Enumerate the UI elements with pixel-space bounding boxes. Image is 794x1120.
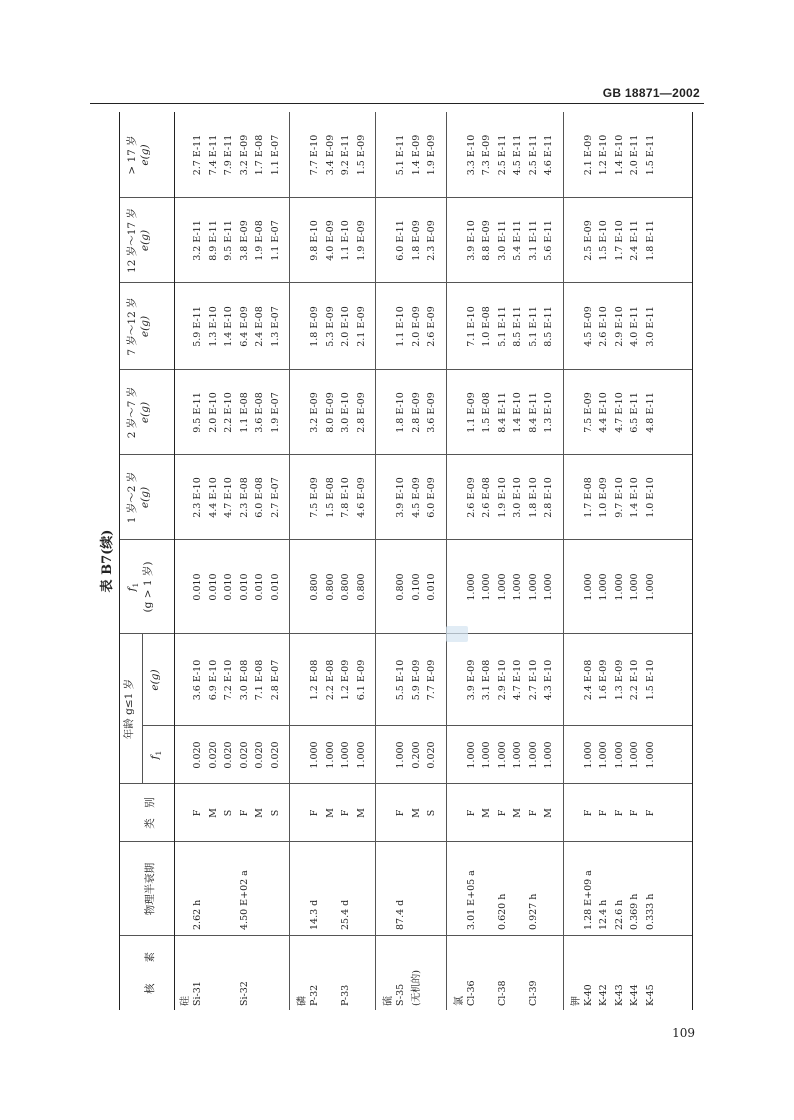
cell-e-12-17: 8.9 E-11 xyxy=(207,220,219,261)
cell-e-1-2: 1.9 E-10 xyxy=(496,477,508,518)
cell-e-7-12: 1.8 E-09 xyxy=(309,306,320,347)
header-age-2-7-label: 2 岁～7 岁 xyxy=(126,386,138,439)
cell-e-17: 1.4 E-10 xyxy=(613,134,625,176)
cell-nuclide: K-44 xyxy=(629,984,640,1006)
cell-e-2-7: 4.4 E-10 xyxy=(598,392,609,433)
header-age-7-12-e: e(g) xyxy=(139,315,151,338)
cell-e-17: 7.7 E-10 xyxy=(309,134,320,176)
cell-e-17: 2.5 E-11 xyxy=(496,134,508,176)
cell-e-infant: 2.9 E-10 xyxy=(496,659,508,701)
cell-e-17: 1.9 E-09 xyxy=(426,134,437,176)
header-age-12-17-e: e(g) xyxy=(139,229,151,252)
cell-e-7-12: 2.0 E-09 xyxy=(410,306,422,347)
cell-e-infant: 1.3 E-09 xyxy=(613,659,625,701)
cell-e-2-7: 3.6 E-09 xyxy=(426,392,437,433)
rotated-table-container xyxy=(97,112,693,1010)
cell-e-infant: 1.6 E-09 xyxy=(598,659,609,701)
cell-type: S xyxy=(269,809,281,817)
cell-e-2-7: 2.0 E-10 xyxy=(207,392,219,433)
cell-e-12-17: 3.9 E-10 xyxy=(465,220,477,261)
cell-e-17: 7.4 E-11 xyxy=(207,134,219,176)
cell-type: M xyxy=(410,808,422,818)
cell-e-7-12: 8.5 E-11 xyxy=(512,306,523,347)
cell-e-7-12: 2.6 E-10 xyxy=(598,306,609,347)
cell-e-7-12: 6.4 E-09 xyxy=(238,306,250,347)
cell-f1-infant: 1.000 xyxy=(629,741,640,769)
cell-f1-infant: 1.000 xyxy=(324,741,336,769)
header-age-7-12-label: 7 岁～12 岁 xyxy=(126,297,138,356)
cell-type: F xyxy=(192,809,203,817)
cell-e-2-7: 1.1 E-08 xyxy=(238,392,250,433)
cell-e-7-12: 1.4 E-10 xyxy=(223,306,234,347)
cell-nuclide: K-45 xyxy=(644,984,656,1006)
cell-e-17: 2.7 E-11 xyxy=(192,134,203,176)
cell-e-12-17: 1.8 E-11 xyxy=(644,220,656,261)
cell-half-life: 4.50 E+02 a xyxy=(238,870,250,930)
cell-f1-infant: 0.020 xyxy=(269,741,281,769)
cell-e-12-17: 4.0 E-09 xyxy=(324,220,336,261)
cell-e-7-12: 2.9 E-10 xyxy=(613,306,625,347)
cell-f1: 1.000 xyxy=(543,573,554,601)
column-divider xyxy=(120,369,692,370)
cell-f1-infant: 1.000 xyxy=(355,741,367,769)
cell-e-7-12: 2.6 E-09 xyxy=(426,306,437,347)
cell-e-17: 2.0 E-11 xyxy=(629,134,640,176)
header-half-life: 物理半衰期 xyxy=(144,862,156,916)
cell-nuclide: (无机的) xyxy=(410,970,422,1006)
cell-e-infant: 2.2 E-08 xyxy=(324,659,336,701)
group-element-label: 磷 xyxy=(297,996,308,1006)
cell-nuclide: Cl-38 xyxy=(496,980,508,1006)
cell-e-2-7: 1.9 E-07 xyxy=(269,392,281,433)
cell-nuclide: Si-31 xyxy=(192,981,203,1006)
watermark-logo xyxy=(446,626,468,642)
header-age-infant: 年龄 g≤1 岁 xyxy=(123,678,135,740)
group-element-label: 硫 xyxy=(383,996,394,1006)
cell-f1: 0.800 xyxy=(309,573,320,601)
cell-e-2-7: 1.8 E-10 xyxy=(395,392,406,433)
header-f1-older-symbol: f xyxy=(126,587,138,592)
group-divider xyxy=(563,112,564,1010)
cell-e-1-2: 3.0 E-10 xyxy=(512,477,523,518)
cell-f1-infant: 1.000 xyxy=(395,741,406,769)
cell-nuclide: P-33 xyxy=(340,984,351,1006)
cell-e-2-7: 9.5 E-11 xyxy=(192,392,203,433)
cell-e-2-7: 8.4 E-11 xyxy=(527,392,539,433)
cell-e-infant: 1.2 E-09 xyxy=(340,659,351,701)
cell-e-1-2: 2.7 E-07 xyxy=(269,477,281,518)
cell-f1-infant: 0.020 xyxy=(223,741,234,769)
header-f1-older xyxy=(126,540,155,634)
column-divider xyxy=(120,282,692,283)
cell-e-1-2: 4.7 E-10 xyxy=(223,477,234,518)
column-divider xyxy=(142,725,692,726)
header-rule xyxy=(90,103,704,104)
cell-f1: 1.000 xyxy=(629,573,640,601)
cell-e-infant: 2.8 E-07 xyxy=(269,659,281,701)
cell-nuclide: K-43 xyxy=(613,984,625,1006)
cell-e-7-12: 2.4 E-08 xyxy=(254,306,265,347)
cell-nuclide: K-40 xyxy=(582,984,594,1006)
header-age-17-e: e(g) xyxy=(139,144,151,166)
cell-half-life: 2.62 h xyxy=(192,899,203,930)
cell-half-life: 87.4 d xyxy=(395,899,406,930)
cell-type: F xyxy=(527,809,539,817)
cell-e-12-17: 1.1 E-10 xyxy=(340,220,351,261)
cell-nuclide: Cl-39 xyxy=(527,980,539,1006)
column-divider xyxy=(120,197,692,198)
cell-f1-infant: 0.020 xyxy=(207,741,219,769)
cell-type: F xyxy=(644,809,656,817)
cell-e-infant: 3.6 E-10 xyxy=(192,659,203,701)
cell-e-2-7: 1.5 E-08 xyxy=(481,392,492,433)
header-age-1-2-e: e(g) xyxy=(139,486,151,509)
cell-e-1-2: 2.3 E-08 xyxy=(238,477,250,518)
cell-f1-infant: 1.000 xyxy=(309,741,320,769)
standard-code: GB 18871—2002 xyxy=(602,86,700,100)
cell-type: F xyxy=(629,809,640,817)
cell-f1: 0.010 xyxy=(254,573,265,601)
cell-e-7-12: 2.0 E-10 xyxy=(340,306,351,347)
header-age-2-7-e: e(g) xyxy=(139,401,151,424)
cell-f1: 1.000 xyxy=(512,573,523,601)
cell-e-17: 1.1 E-07 xyxy=(269,134,281,176)
cell-e-12-17: 9.8 E-10 xyxy=(309,220,320,261)
cell-f1: 1.000 xyxy=(598,573,609,601)
cell-e-2-7: 2.8 E-09 xyxy=(355,392,367,433)
cell-half-life: 12.4 h xyxy=(598,899,609,930)
cell-e-17: 5.1 E-11 xyxy=(395,134,406,176)
cell-type: F xyxy=(598,809,609,817)
cell-e-7-12: 5.9 E-11 xyxy=(192,306,203,347)
group-divider xyxy=(375,112,376,1010)
header-f1-infant-symbol: f xyxy=(149,755,161,760)
cell-e-1-2: 1.0 E-10 xyxy=(644,477,656,518)
cell-f1: 1.000 xyxy=(613,573,625,601)
cell-type: M xyxy=(512,808,523,818)
cell-e-1-2: 2.8 E-10 xyxy=(543,477,554,518)
cell-e-infant: 5.5 E-10 xyxy=(395,659,406,701)
cell-e-12-17: 3.8 E-09 xyxy=(238,220,250,261)
cell-e-infant: 5.9 E-09 xyxy=(410,659,422,701)
cell-f1: 1.000 xyxy=(644,573,656,601)
cell-f1-infant: 1.000 xyxy=(598,741,609,769)
cell-nuclide: Cl-36 xyxy=(465,980,477,1006)
cell-type: F xyxy=(238,809,250,817)
header-age-1-2-label: 1 岁～2 岁 xyxy=(126,471,138,524)
cell-nuclide: S-35 xyxy=(395,983,406,1006)
cell-e-17: 7.9 E-11 xyxy=(223,134,234,176)
data-table xyxy=(119,112,693,1010)
cell-e-2-7: 4.8 E-11 xyxy=(644,392,656,433)
cell-e-1-2: 1.5 E-08 xyxy=(324,477,336,518)
cell-f1-infant: 0.020 xyxy=(238,741,250,769)
header-age-12-17 xyxy=(126,198,152,283)
cell-e-1-2: 2.6 E-09 xyxy=(465,477,477,518)
cell-e-2-7: 3.2 E-09 xyxy=(309,392,320,433)
cell-e-17: 1.4 E-09 xyxy=(410,134,422,176)
cell-f1: 0.800 xyxy=(355,573,367,601)
header-type: 类 别 xyxy=(144,797,156,829)
cell-type: M xyxy=(324,808,336,818)
header-nuclide: 核 素 xyxy=(144,952,156,994)
cell-half-life: 3.01 E+05 a xyxy=(465,870,477,930)
column-divider xyxy=(120,935,692,936)
cell-e-2-7: 7.5 E-09 xyxy=(582,392,594,433)
cell-e-1-2: 1.7 E-08 xyxy=(582,477,594,518)
cell-e-infant: 1.5 E-10 xyxy=(644,659,656,701)
cell-e-1-2: 4.4 E-10 xyxy=(207,477,219,518)
cell-e-7-12: 3.0 E-11 xyxy=(644,306,656,347)
cell-e-infant: 1.2 E-08 xyxy=(309,659,320,701)
cell-e-infant: 3.0 E-08 xyxy=(238,659,250,701)
cell-type: F xyxy=(613,809,625,817)
cell-e-17: 1.7 E-08 xyxy=(254,134,265,176)
group-element-label: 氯 xyxy=(453,996,465,1006)
cell-e-12-17: 2.4 E-11 xyxy=(629,220,640,261)
cell-e-7-12: 4.5 E-09 xyxy=(582,306,594,347)
cell-e-17: 9.2 E-11 xyxy=(340,134,351,176)
cell-e-2-7: 6.5 E-11 xyxy=(629,392,640,433)
cell-f1: 1.000 xyxy=(582,573,594,601)
cell-e-infant: 4.7 E-10 xyxy=(512,659,523,701)
header-age-12-17-label: 12 岁～17 岁 xyxy=(126,208,138,273)
cell-type: M xyxy=(355,808,367,818)
cell-f1: 0.010 xyxy=(207,573,219,601)
cell-e-1-2: 4.5 E-09 xyxy=(410,477,422,518)
cell-f1-infant: 0.020 xyxy=(192,741,203,769)
cell-f1: 1.000 xyxy=(496,573,508,601)
cell-f1-infant: 1.000 xyxy=(465,741,477,769)
cell-f1-infant: 0.020 xyxy=(254,741,265,769)
header-age-17-label: > 17 岁 xyxy=(126,135,138,175)
cell-type: M xyxy=(481,808,492,818)
cell-f1: 0.800 xyxy=(340,573,351,601)
cell-f1: 0.800 xyxy=(395,573,406,601)
cell-type: S xyxy=(223,809,234,817)
cell-f1: 0.010 xyxy=(192,573,203,601)
cell-e-2-7: 8.4 E-11 xyxy=(496,392,508,433)
cell-e-1-2: 6.0 E-09 xyxy=(426,477,437,518)
group-divider xyxy=(446,112,447,1010)
cell-e-1-2: 1.4 E-10 xyxy=(629,477,640,518)
cell-e-2-7: 1.3 E-10 xyxy=(543,392,554,433)
cell-e-infant: 4.3 E-10 xyxy=(543,659,554,701)
cell-e-12-17: 5.6 E-11 xyxy=(543,220,554,261)
cell-e-1-2: 1.8 E-10 xyxy=(527,477,539,518)
cell-f1-infant: 0.020 xyxy=(426,741,437,769)
cell-e-17: 3.3 E-10 xyxy=(465,134,477,176)
cell-e-12-17: 9.5 E-11 xyxy=(223,220,234,261)
header-subdivider xyxy=(142,634,143,784)
cell-e-7-12: 4.0 E-11 xyxy=(629,306,640,347)
cell-e-infant: 2.2 E-10 xyxy=(629,659,640,701)
cell-e-2-7: 2.2 E-10 xyxy=(223,392,234,433)
header-e-infant-text: e(g) xyxy=(149,669,161,691)
cell-e-2-7: 3.0 E-10 xyxy=(340,392,351,433)
column-divider xyxy=(120,633,692,634)
cell-e-7-12: 7.1 E-10 xyxy=(465,306,477,347)
group-element-label: 硅 xyxy=(180,996,191,1006)
cell-f1: 0.010 xyxy=(269,573,281,601)
cell-e-infant: 2.7 E-10 xyxy=(527,659,539,701)
cell-e-1-2: 9.7 E-10 xyxy=(613,477,625,518)
cell-e-12-17: 1.1 E-07 xyxy=(269,220,281,261)
cell-e-2-7: 3.6 E-08 xyxy=(254,392,265,433)
cell-e-12-17: 1.8 E-09 xyxy=(410,220,422,261)
cell-f1: 1.000 xyxy=(481,573,492,601)
cell-f1-infant: 1.000 xyxy=(582,741,594,769)
cell-f1: 0.010 xyxy=(426,573,437,601)
cell-e-infant: 3.1 E-08 xyxy=(481,659,492,701)
cell-e-1-2: 2.6 E-08 xyxy=(481,477,492,518)
cell-e-12-17: 5.4 E-11 xyxy=(512,220,523,261)
cell-e-12-17: 3.2 E-11 xyxy=(192,220,203,261)
cell-f1-infant: 1.000 xyxy=(496,741,508,769)
group-element-label: 钾 xyxy=(570,996,582,1006)
cell-half-life: 0.927 h xyxy=(527,893,539,930)
cell-e-infant: 2.4 E-08 xyxy=(582,659,594,701)
cell-f1: 0.800 xyxy=(324,573,336,601)
cell-half-life: 0.333 h xyxy=(644,893,656,930)
header-bottom-rule xyxy=(174,112,175,1010)
cell-e-12-17: 6.0 E-11 xyxy=(395,220,406,261)
cell-e-infant: 7.2 E-10 xyxy=(223,659,234,701)
cell-e-17: 1.5 E-11 xyxy=(644,134,656,176)
cell-f1: 0.010 xyxy=(238,573,250,601)
cell-e-17: 2.5 E-11 xyxy=(527,134,539,176)
cell-e-1-2: 7.5 E-09 xyxy=(309,477,320,518)
cell-e-1-2: 7.8 E-10 xyxy=(340,477,351,518)
cell-f1-infant: 1.000 xyxy=(543,741,554,769)
cell-e-17: 4.5 E-11 xyxy=(512,134,523,176)
cell-f1-infant: 1.000 xyxy=(340,741,351,769)
cell-f1-infant: 0.200 xyxy=(410,741,422,769)
cell-f1: 1.000 xyxy=(527,573,539,601)
cell-e-2-7: 2.8 E-09 xyxy=(410,392,422,433)
cell-e-12-17: 3.0 E-11 xyxy=(496,220,508,261)
header-f1-older-cond: (g > 1 岁) xyxy=(142,561,155,613)
cell-e-7-12: 5.1 E-11 xyxy=(496,306,508,347)
header-age-2-7 xyxy=(126,370,152,455)
header-age-7-12 xyxy=(126,283,152,370)
cell-e-7-12: 8.5 E-11 xyxy=(543,306,554,347)
cell-f1-infant: 1.000 xyxy=(644,741,656,769)
cell-half-life: 25.4 d xyxy=(340,899,351,930)
cell-half-life: 14.3 d xyxy=(309,899,320,930)
cell-e-17: 1.5 E-09 xyxy=(355,134,367,176)
cell-e-2-7: 1.1 E-09 xyxy=(465,392,477,433)
cell-e-7-12: 2.1 E-09 xyxy=(355,306,367,347)
header-age-17 xyxy=(126,112,152,198)
table-caption: 表 B7(续) xyxy=(100,529,115,593)
cell-type: F xyxy=(496,809,508,817)
cell-type: F xyxy=(309,809,320,817)
cell-nuclide: P-32 xyxy=(309,984,320,1006)
cell-e-7-12: 5.3 E-09 xyxy=(324,306,336,347)
cell-e-17: 3.2 E-09 xyxy=(238,134,250,176)
cell-f1-infant: 1.000 xyxy=(527,741,539,769)
cell-type: S xyxy=(426,809,437,817)
cell-e-12-17: 1.9 E-08 xyxy=(254,220,265,261)
cell-type: M xyxy=(207,808,219,818)
header-f1-older-sub: 1 xyxy=(131,582,141,588)
cell-e-17: 1.2 E-10 xyxy=(598,134,609,176)
cell-type: F xyxy=(395,809,406,817)
cell-e-7-12: 1.0 E-08 xyxy=(481,306,492,347)
cell-e-infant: 3.9 E-09 xyxy=(465,659,477,701)
cell-type: F xyxy=(465,809,477,817)
cell-type: F xyxy=(582,809,594,817)
cell-e-17: 3.4 E-09 xyxy=(324,134,336,176)
cell-e-17: 2.1 E-09 xyxy=(582,134,594,176)
cell-e-7-12: 1.1 E-10 xyxy=(395,306,406,347)
cell-e-17: 4.6 E-11 xyxy=(543,134,554,176)
column-divider xyxy=(120,783,692,784)
page-number: 109 xyxy=(672,1026,695,1040)
cell-e-12-17: 3.1 E-11 xyxy=(527,220,539,261)
cell-e-1-2: 3.9 E-10 xyxy=(395,477,406,518)
cell-e-2-7: 1.4 E-10 xyxy=(512,392,523,433)
cell-e-1-2: 6.0 E-08 xyxy=(254,477,265,518)
cell-e-12-17: 2.3 E-09 xyxy=(426,220,437,261)
cell-e-7-12: 5.1 E-11 xyxy=(527,306,539,347)
cell-e-1-2: 4.6 E-09 xyxy=(355,477,367,518)
group-divider xyxy=(289,112,290,1010)
column-divider xyxy=(120,539,692,540)
cell-e-12-17: 2.5 E-09 xyxy=(582,220,594,261)
cell-e-infant: 6.9 E-10 xyxy=(207,659,219,701)
cell-f1: 0.010 xyxy=(223,573,234,601)
cell-nuclide: Si-32 xyxy=(238,981,250,1006)
cell-e-7-12: 1.3 E-10 xyxy=(207,306,219,347)
cell-f1: 0.100 xyxy=(410,573,422,601)
cell-e-12-17: 8.8 E-09 xyxy=(481,220,492,261)
header-f1-infant xyxy=(149,726,165,784)
header-f1-infant-sub: 1 xyxy=(154,750,164,756)
cell-e-17: 7.3 E-09 xyxy=(481,134,492,176)
cell-e-infant: 7.1 E-08 xyxy=(254,659,265,701)
cell-e-1-2: 1.0 E-09 xyxy=(598,477,609,518)
cell-e-infant: 6.1 E-09 xyxy=(355,659,367,701)
cell-half-life: 22.6 h xyxy=(613,899,625,930)
cell-e-12-17: 1.9 E-09 xyxy=(355,220,367,261)
cell-e-2-7: 4.7 E-10 xyxy=(613,392,625,433)
cell-half-life: 1.28 E+09 a xyxy=(582,870,594,930)
cell-nuclide: K-42 xyxy=(598,984,609,1006)
cell-half-life: 0.369 h xyxy=(629,893,640,930)
cell-e-12-17: 1.7 E-10 xyxy=(613,220,625,261)
column-divider xyxy=(120,841,692,842)
header-e-infant xyxy=(149,634,162,726)
header-age-1-2 xyxy=(126,455,152,540)
cell-type: M xyxy=(543,808,554,818)
cell-e-7-12: 1.3 E-07 xyxy=(269,306,281,347)
cell-type: M xyxy=(254,808,265,818)
column-divider xyxy=(120,454,692,455)
cell-f1-infant: 1.000 xyxy=(512,741,523,769)
cell-half-life: 0.620 h xyxy=(496,893,508,930)
cell-type: F xyxy=(340,809,351,817)
cell-f1-infant: 1.000 xyxy=(613,741,625,769)
cell-e-2-7: 8.0 E-09 xyxy=(324,392,336,433)
cell-e-1-2: 2.3 E-10 xyxy=(192,477,203,518)
cell-f1: 1.000 xyxy=(465,573,477,601)
cell-e-12-17: 1.5 E-10 xyxy=(598,220,609,261)
cell-f1-infant: 1.000 xyxy=(481,741,492,769)
cell-e-infant: 7.7 E-09 xyxy=(426,659,437,701)
